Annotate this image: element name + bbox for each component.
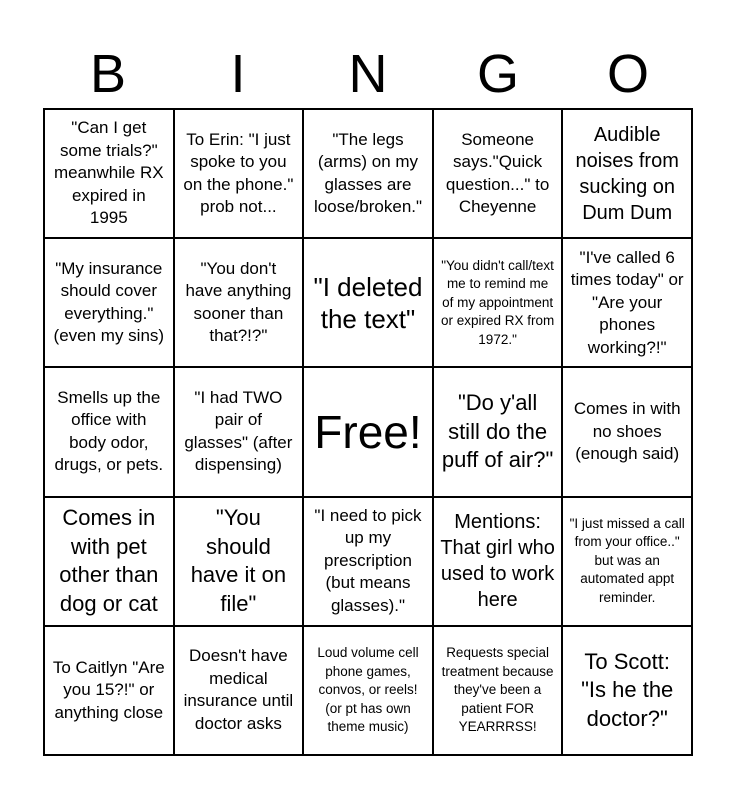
- title-letter-n: N: [348, 44, 388, 104]
- cell-text: Comes in with pet other than dog or cat: [59, 505, 159, 616]
- cell-text: To Erin: "I just spoke to you on the phone." prob not...: [183, 129, 294, 217]
- cell-text: "You didn't call/text me to remind me of my appointment or expired RX from 1972.": [440, 257, 555, 347]
- cell-text: Comes in with no shoes (enough said): [573, 399, 681, 464]
- cell-text: "I've called 6 times today" or "Are your phones working?!": [570, 247, 684, 357]
- bingo-cell[interactable]: [433, 238, 563, 367]
- bingo-cell[interactable]: [562, 626, 692, 755]
- bingo-cell[interactable]: [303, 109, 433, 238]
- cell-text: "I had TWO pair of glasses" (after dispensing): [184, 387, 293, 475]
- bingo-cell[interactable]: [44, 497, 174, 626]
- bingo-cell[interactable]: [174, 626, 304, 755]
- title-letter-o: O: [606, 44, 649, 104]
- bingo-cell[interactable]: [303, 626, 433, 755]
- cell-text: Doesn't have medical insurance until doctor asks: [183, 646, 294, 733]
- bingo-cell[interactable]: [174, 238, 304, 367]
- bingo-cell[interactable]: [433, 626, 563, 755]
- bingo-cell[interactable]: [562, 367, 692, 496]
- cell-text: "My insurance should cover everything." (even my sins): [53, 258, 165, 346]
- cell-text: "I just missed a call from your office.." but was an automated appt reminder.: [569, 515, 685, 605]
- cell-text: "You don't have anything sooner than that?!?": [185, 258, 292, 346]
- bingo-cell[interactable]: [562, 109, 692, 238]
- bingo-cell[interactable]: [174, 109, 304, 238]
- bingo-cell[interactable]: [174, 367, 304, 496]
- bingo-cell[interactable]: [433, 109, 563, 238]
- cell-text: To Caitlyn "Are you 15?!" or anything close: [52, 657, 165, 722]
- cell-text: "Do y'all still do the puff of air?": [441, 390, 554, 473]
- bingo-cell[interactable]: [174, 497, 304, 626]
- title-letter-g: G: [476, 44, 519, 104]
- cell-text: Requests special treatment because they've been a patient FOR YEARRRSS!: [441, 645, 554, 735]
- bingo-cell[interactable]: [44, 109, 174, 238]
- bingo-cell[interactable]: [433, 497, 563, 626]
- bingo-cell[interactable]: [562, 238, 692, 367]
- cell-text: "I need to pick up my prescription (but means glasses).": [314, 505, 422, 615]
- free-cell[interactable]: [303, 367, 433, 496]
- cell-text: Loud volume cell phone games, convos, or reels! (or pt has own theme music): [317, 645, 419, 735]
- bingo-cell[interactable]: [44, 626, 174, 755]
- bingo-cell[interactable]: [433, 367, 563, 496]
- cell-text: Free!: [314, 405, 422, 458]
- cell-text: Smells up the office with body odor, drugs, or pets.: [54, 387, 164, 475]
- cell-text: To Scott: "Is he the doctor?": [581, 648, 674, 731]
- bingo-cell[interactable]: [303, 238, 433, 367]
- cell-text: "You should have it on file": [190, 505, 287, 616]
- cell-text: "The legs (arms) on my glasses are loose/broken.": [313, 129, 423, 217]
- cell-text: Audible noises from sucking on Dum Dum: [575, 123, 679, 224]
- cell-text: Mentions: That girl who used to work here: [440, 511, 555, 612]
- cell-text: Someone says."Quick question..." to Cheyenne: [445, 129, 550, 217]
- bingo-title: [43, 40, 693, 108]
- title-letter-i: I: [230, 44, 246, 104]
- bingo-cell[interactable]: [562, 497, 692, 626]
- title-letter-b: B: [89, 44, 127, 104]
- cell-text: "Can I get some trials?" meanwhile RX expired in 1995: [53, 118, 164, 228]
- bingo-cell[interactable]: [303, 497, 433, 626]
- bingo-board: [43, 108, 693, 756]
- cell-text: "I deleted the text": [313, 271, 423, 334]
- bingo-cell[interactable]: [44, 367, 174, 496]
- bingo-cell[interactable]: [44, 238, 174, 367]
